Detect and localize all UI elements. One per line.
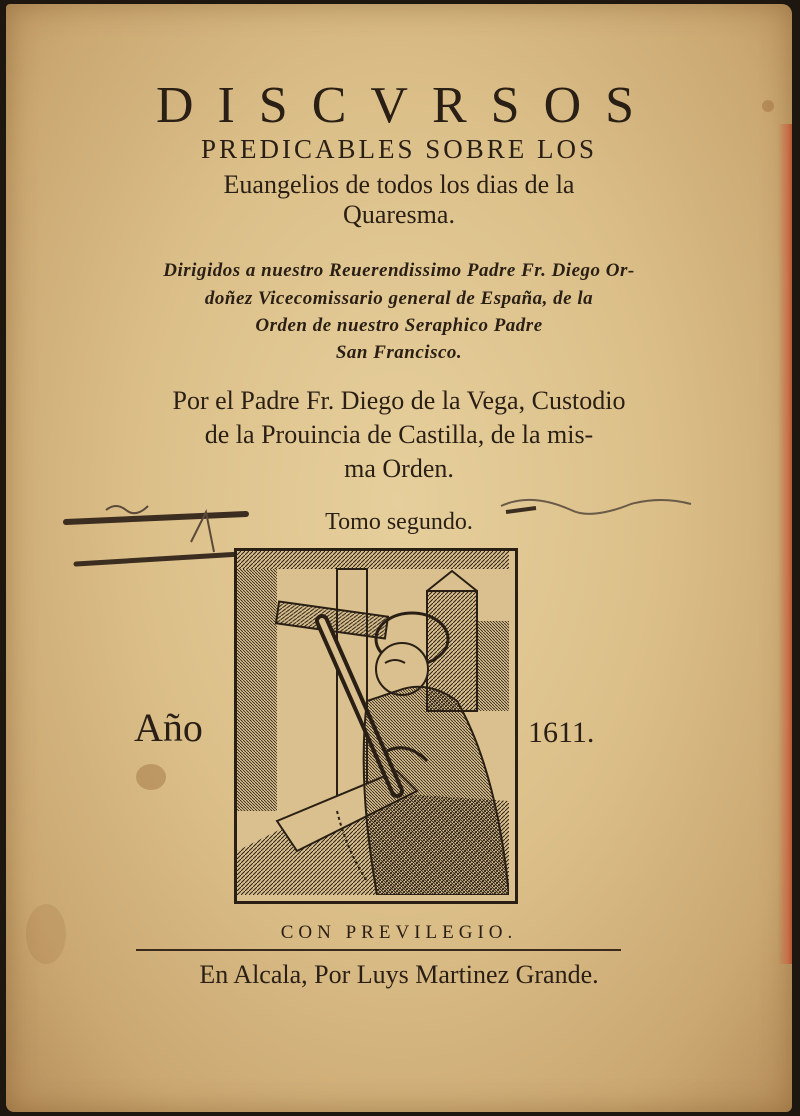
author-line-2: de la Prouincia de Castilla, de la mis- xyxy=(204,420,594,449)
friar-with-cross-icon xyxy=(237,551,509,895)
woodcut-illustration xyxy=(234,548,518,904)
title-page xyxy=(6,4,792,1112)
dedication-line-3: Orden de nuestro Seraphico Padre xyxy=(255,315,543,336)
divider-rule xyxy=(136,949,621,951)
year-word: Año xyxy=(134,705,203,750)
year-number: 1611. xyxy=(528,716,595,749)
privilege-label: CON PREVILEGIO. xyxy=(280,922,518,943)
volume-label: Tomo segundo. xyxy=(325,509,473,535)
imprint-line: En Alcala, Por Luys Martinez Grande. xyxy=(199,960,599,989)
dedication-line-1: Dirigidos a nuestro Reuerendissimo Padre Fr. Diego Or- xyxy=(163,260,635,281)
subtitle-line-2: Euangelios de todos los dias de la xyxy=(223,170,575,199)
dedication-line-2: doñez Vicecomissario general de España, de la xyxy=(204,288,594,309)
book-title: DISCVRSOS xyxy=(155,77,659,134)
author-line-1: Por el Padre Fr. Diego de la Vega, Custodio xyxy=(172,386,626,415)
subtitle-line-3: Quaresma. xyxy=(343,200,455,229)
foxing-stain xyxy=(136,764,166,790)
dedication-line-4: San Francisco. xyxy=(335,342,463,363)
subtitle-line-1: PREDICABLES SOBRE LOS xyxy=(200,134,598,164)
author-line-3: ma Orden. xyxy=(344,454,454,483)
